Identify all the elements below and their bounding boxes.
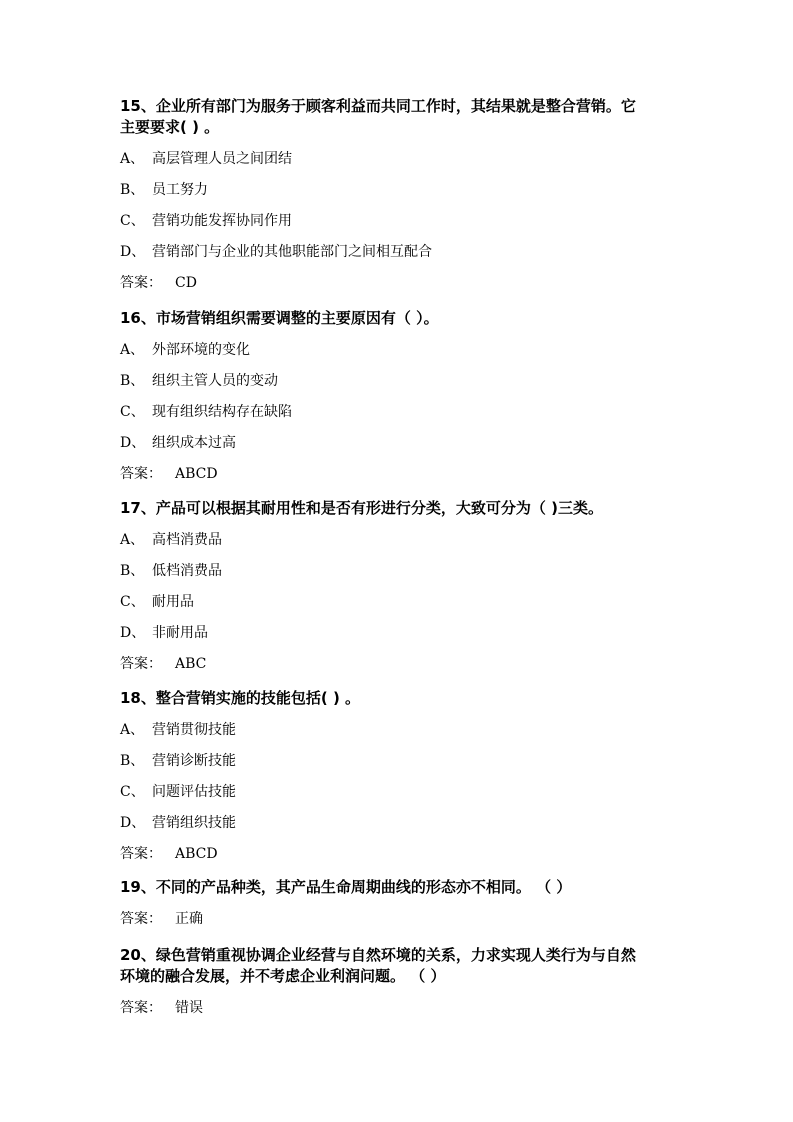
option-letter: C、: [120, 404, 145, 420]
answer-label: 答案：: [120, 911, 162, 927]
option-text: 现有组织结构存在缺陷: [152, 404, 292, 420]
question-title: [120, 96, 680, 138]
option-letter: C、: [120, 594, 145, 610]
option-letter: B、: [120, 753, 145, 769]
option-text: 外部环境的变化: [152, 342, 250, 358]
option-letter: C、: [120, 784, 145, 800]
answer-value: 正确: [175, 911, 203, 927]
answer-label: 答案：: [120, 1000, 162, 1016]
question-title-line: 18、整合营销实施的技能包括( ) 。: [120, 689, 361, 707]
option-a: [120, 342, 680, 358]
option-c: [120, 213, 680, 229]
option-text: 高层管理人员之间团结: [152, 151, 292, 167]
option-text: 组织成本过高: [152, 435, 236, 451]
option-text: 营销功能发挥协同作用: [152, 213, 292, 229]
option-d: [120, 625, 680, 641]
question-title-line: 19、不同的产品种类，其产品生命周期曲线的形态亦不相同。 （ ）: [120, 878, 572, 896]
answer-label: 答案：: [120, 466, 162, 482]
question-18: [120, 688, 680, 862]
option-c: [120, 784, 680, 800]
question-title-line: 17、产品可以根据其耐用性和是否有形进行分类，大致可分为（ )三类。: [120, 499, 603, 517]
option-text: 非耐用品: [152, 625, 208, 641]
answer-line: [120, 275, 680, 291]
question-title: [120, 945, 680, 987]
answer-line: [120, 911, 680, 927]
option-letter: A、: [120, 532, 145, 548]
answer-value: ABCD: [175, 846, 218, 862]
option-d: [120, 815, 680, 831]
question-19: [120, 877, 680, 927]
option-b: [120, 182, 680, 198]
answer-label: 答案：: [120, 656, 162, 672]
answer-line: [120, 656, 680, 672]
option-text: 员工努力: [152, 182, 208, 198]
option-text: 营销贯彻技能: [152, 722, 236, 738]
option-text: 营销部门与企业的其他职能部门之间相互配合: [152, 244, 432, 260]
option-b: [120, 753, 680, 769]
option-letter: D、: [120, 815, 146, 831]
question-title: [120, 308, 680, 329]
option-a: [120, 151, 680, 167]
question-15: [120, 96, 680, 291]
option-c: [120, 594, 680, 610]
option-a: [120, 532, 680, 548]
question-title-line: 15、企业所有部门为服务于顾客利益而共同工作时，其结果就是整合营销。它: [120, 97, 636, 115]
option-b: [120, 563, 680, 579]
option-text: 组织主管人员的变动: [152, 373, 278, 389]
option-letter: A、: [120, 722, 145, 738]
answer-line: [120, 466, 680, 482]
option-letter: D、: [120, 244, 146, 260]
option-b: [120, 373, 680, 389]
answer-line: [120, 846, 680, 862]
answer-value: ABCD: [175, 466, 218, 482]
option-text: 高档消费品: [152, 532, 222, 548]
option-letter: B、: [120, 563, 145, 579]
answer-label: 答案：: [120, 846, 162, 862]
option-letter: D、: [120, 625, 146, 641]
answer-value: ABC: [175, 656, 207, 672]
option-letter: A、: [120, 151, 145, 167]
question-title: [120, 877, 680, 898]
question-title-line: 16、市场营销组织需要调整的主要原因有（ ）。: [120, 309, 439, 327]
option-text: 耐用品: [152, 594, 194, 610]
answer-value: CD: [175, 275, 197, 291]
question-17: [120, 498, 680, 672]
option-c: [120, 404, 680, 420]
answer-line: [120, 1000, 680, 1016]
option-letter: A、: [120, 342, 145, 358]
option-a: [120, 722, 680, 738]
question-title-line: 环境的融合发展，并不考虑企业利润问题。 （ ）: [120, 967, 446, 985]
answer-value: 错误: [175, 1000, 203, 1016]
option-letter: D、: [120, 435, 146, 451]
question-20: [120, 945, 680, 1016]
option-text: 营销诊断技能: [152, 753, 236, 769]
question-title: [120, 688, 680, 709]
option-letter: B、: [120, 373, 145, 389]
question-title: [120, 498, 680, 519]
option-letter: B、: [120, 182, 145, 198]
option-letter: C、: [120, 213, 145, 229]
question-title-line: 主要要求( ) 。: [120, 118, 220, 136]
question-title-line: 20、绿色营销重视协调企业经营与自然环境的关系，力求实现人类行为与自然: [120, 946, 636, 964]
option-text: 问题评估技能: [152, 784, 236, 800]
option-d: [120, 244, 680, 260]
option-text: 营销组织技能: [152, 815, 236, 831]
question-16: [120, 308, 680, 482]
answer-label: 答案：: [120, 275, 162, 291]
option-text: 低档消费品: [152, 563, 222, 579]
option-d: [120, 435, 680, 451]
